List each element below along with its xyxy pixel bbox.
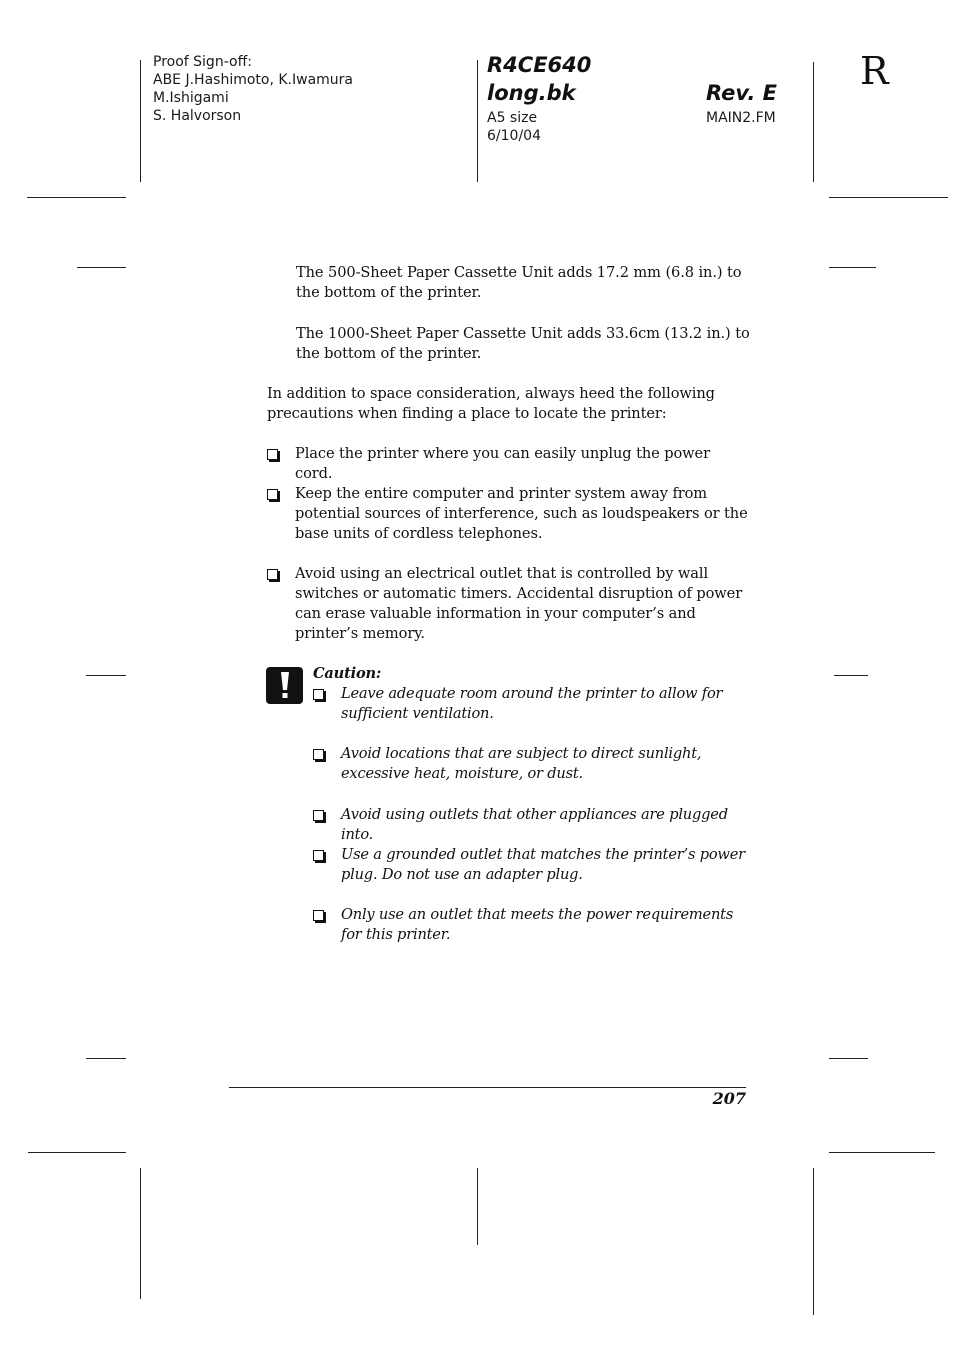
crop-mark [829, 1058, 868, 1059]
caution-list-item [313, 744, 753, 784]
list-item-text: Keep the entire computer and printer system away from potential sources of interference, such as loudspeakers or the base units of cordless telephones. [295, 485, 748, 542]
crop-mark [86, 675, 126, 676]
checkbox-bullet-icon [313, 689, 324, 700]
list-item-text: Avoid using an electrical outlet that is controlled by wall switches or automatic timers. Accidental disruption of power can erase valuable information in your computer’s and printer’s memory. [295, 565, 743, 642]
paragraph-precautions-intro: In addition to space consideration, always heed the following precautions when finding a place to locate the printer: [267, 385, 715, 422]
revision-label: Rev. E [706, 81, 777, 105]
checkbox-bullet-icon [313, 850, 324, 861]
crop-mark [28, 1152, 126, 1153]
caution-item-text: Leave adequate room around the printer to allow for sufficient ventilation. [341, 685, 723, 722]
caution-item-text: Avoid using outlets that other appliances are plugged into. [341, 806, 728, 843]
caution-list-item [313, 905, 753, 945]
paper-size: A5 size [487, 110, 538, 126]
crop-mark [829, 197, 948, 198]
paragraph-1000-sheet: The 1000-Sheet Paper Cassette Unit adds 33.6cm (13.2 in.) to the bottom of the printer. [296, 325, 750, 362]
proof-signoff-block [153, 53, 353, 125]
proof-signoff-label: Proof Sign-off: [153, 54, 252, 70]
caution-item-text: Only use an outlet that meets the power requirements for this printer. [341, 906, 734, 943]
file-name: MAIN2.FM [706, 110, 776, 126]
crop-mark [477, 60, 478, 182]
caution-list-item [313, 805, 753, 845]
paragraph-500-sheet: The 500-Sheet Paper Cassette Unit adds 17.2 mm (6.8 in.) to the bottom of the printer. [296, 264, 742, 301]
checkbox-bullet-icon [313, 910, 324, 921]
caution-list-item [313, 845, 753, 885]
crop-mark [140, 1168, 141, 1299]
crop-mark [86, 1058, 126, 1059]
side-mark: R [860, 49, 889, 93]
caution-icon [266, 667, 303, 704]
proof-signoff-names: S. Halvorson [153, 108, 242, 124]
crop-mark [477, 1168, 478, 1245]
list-item [267, 484, 757, 544]
proof-signoff-names: ABE J.Hashimoto, K.Iwamura [153, 72, 354, 88]
list-item [267, 564, 757, 644]
crop-mark [140, 60, 141, 182]
crop-mark [829, 1152, 935, 1153]
proof-signoff-names: M.Ishigami [153, 90, 229, 106]
caution-item-text: Avoid locations that are subject to direct sunlight, excessive heat, moisture, or dust. [341, 745, 702, 782]
book-name: long.bk [487, 81, 576, 105]
checkbox-bullet-icon [313, 810, 324, 821]
document-code: R4CE640 [487, 53, 592, 77]
checkbox-bullet-icon [267, 489, 278, 500]
crop-mark [77, 267, 126, 268]
crop-mark [829, 267, 876, 268]
caution-list-item [313, 684, 753, 724]
checkbox-bullet-icon [267, 449, 278, 460]
footer-rule [229, 1087, 746, 1088]
list-item [267, 444, 757, 484]
checkbox-bullet-icon [313, 749, 324, 760]
caution-title: Caution: [313, 665, 382, 682]
crop-mark [27, 197, 126, 198]
page-number: 207 [712, 1089, 746, 1108]
crop-mark [813, 62, 814, 182]
document-date: 6/10/04 [487, 128, 541, 144]
checkbox-bullet-icon [267, 569, 278, 580]
caution-item-text: Use a grounded outlet that matches the printer’s power plug. Do not use an adapter plug. [341, 846, 745, 883]
crop-mark [813, 1168, 814, 1315]
list-item-text: Place the printer where you can easily unplug the power cord. [295, 445, 710, 482]
crop-mark [834, 675, 868, 676]
